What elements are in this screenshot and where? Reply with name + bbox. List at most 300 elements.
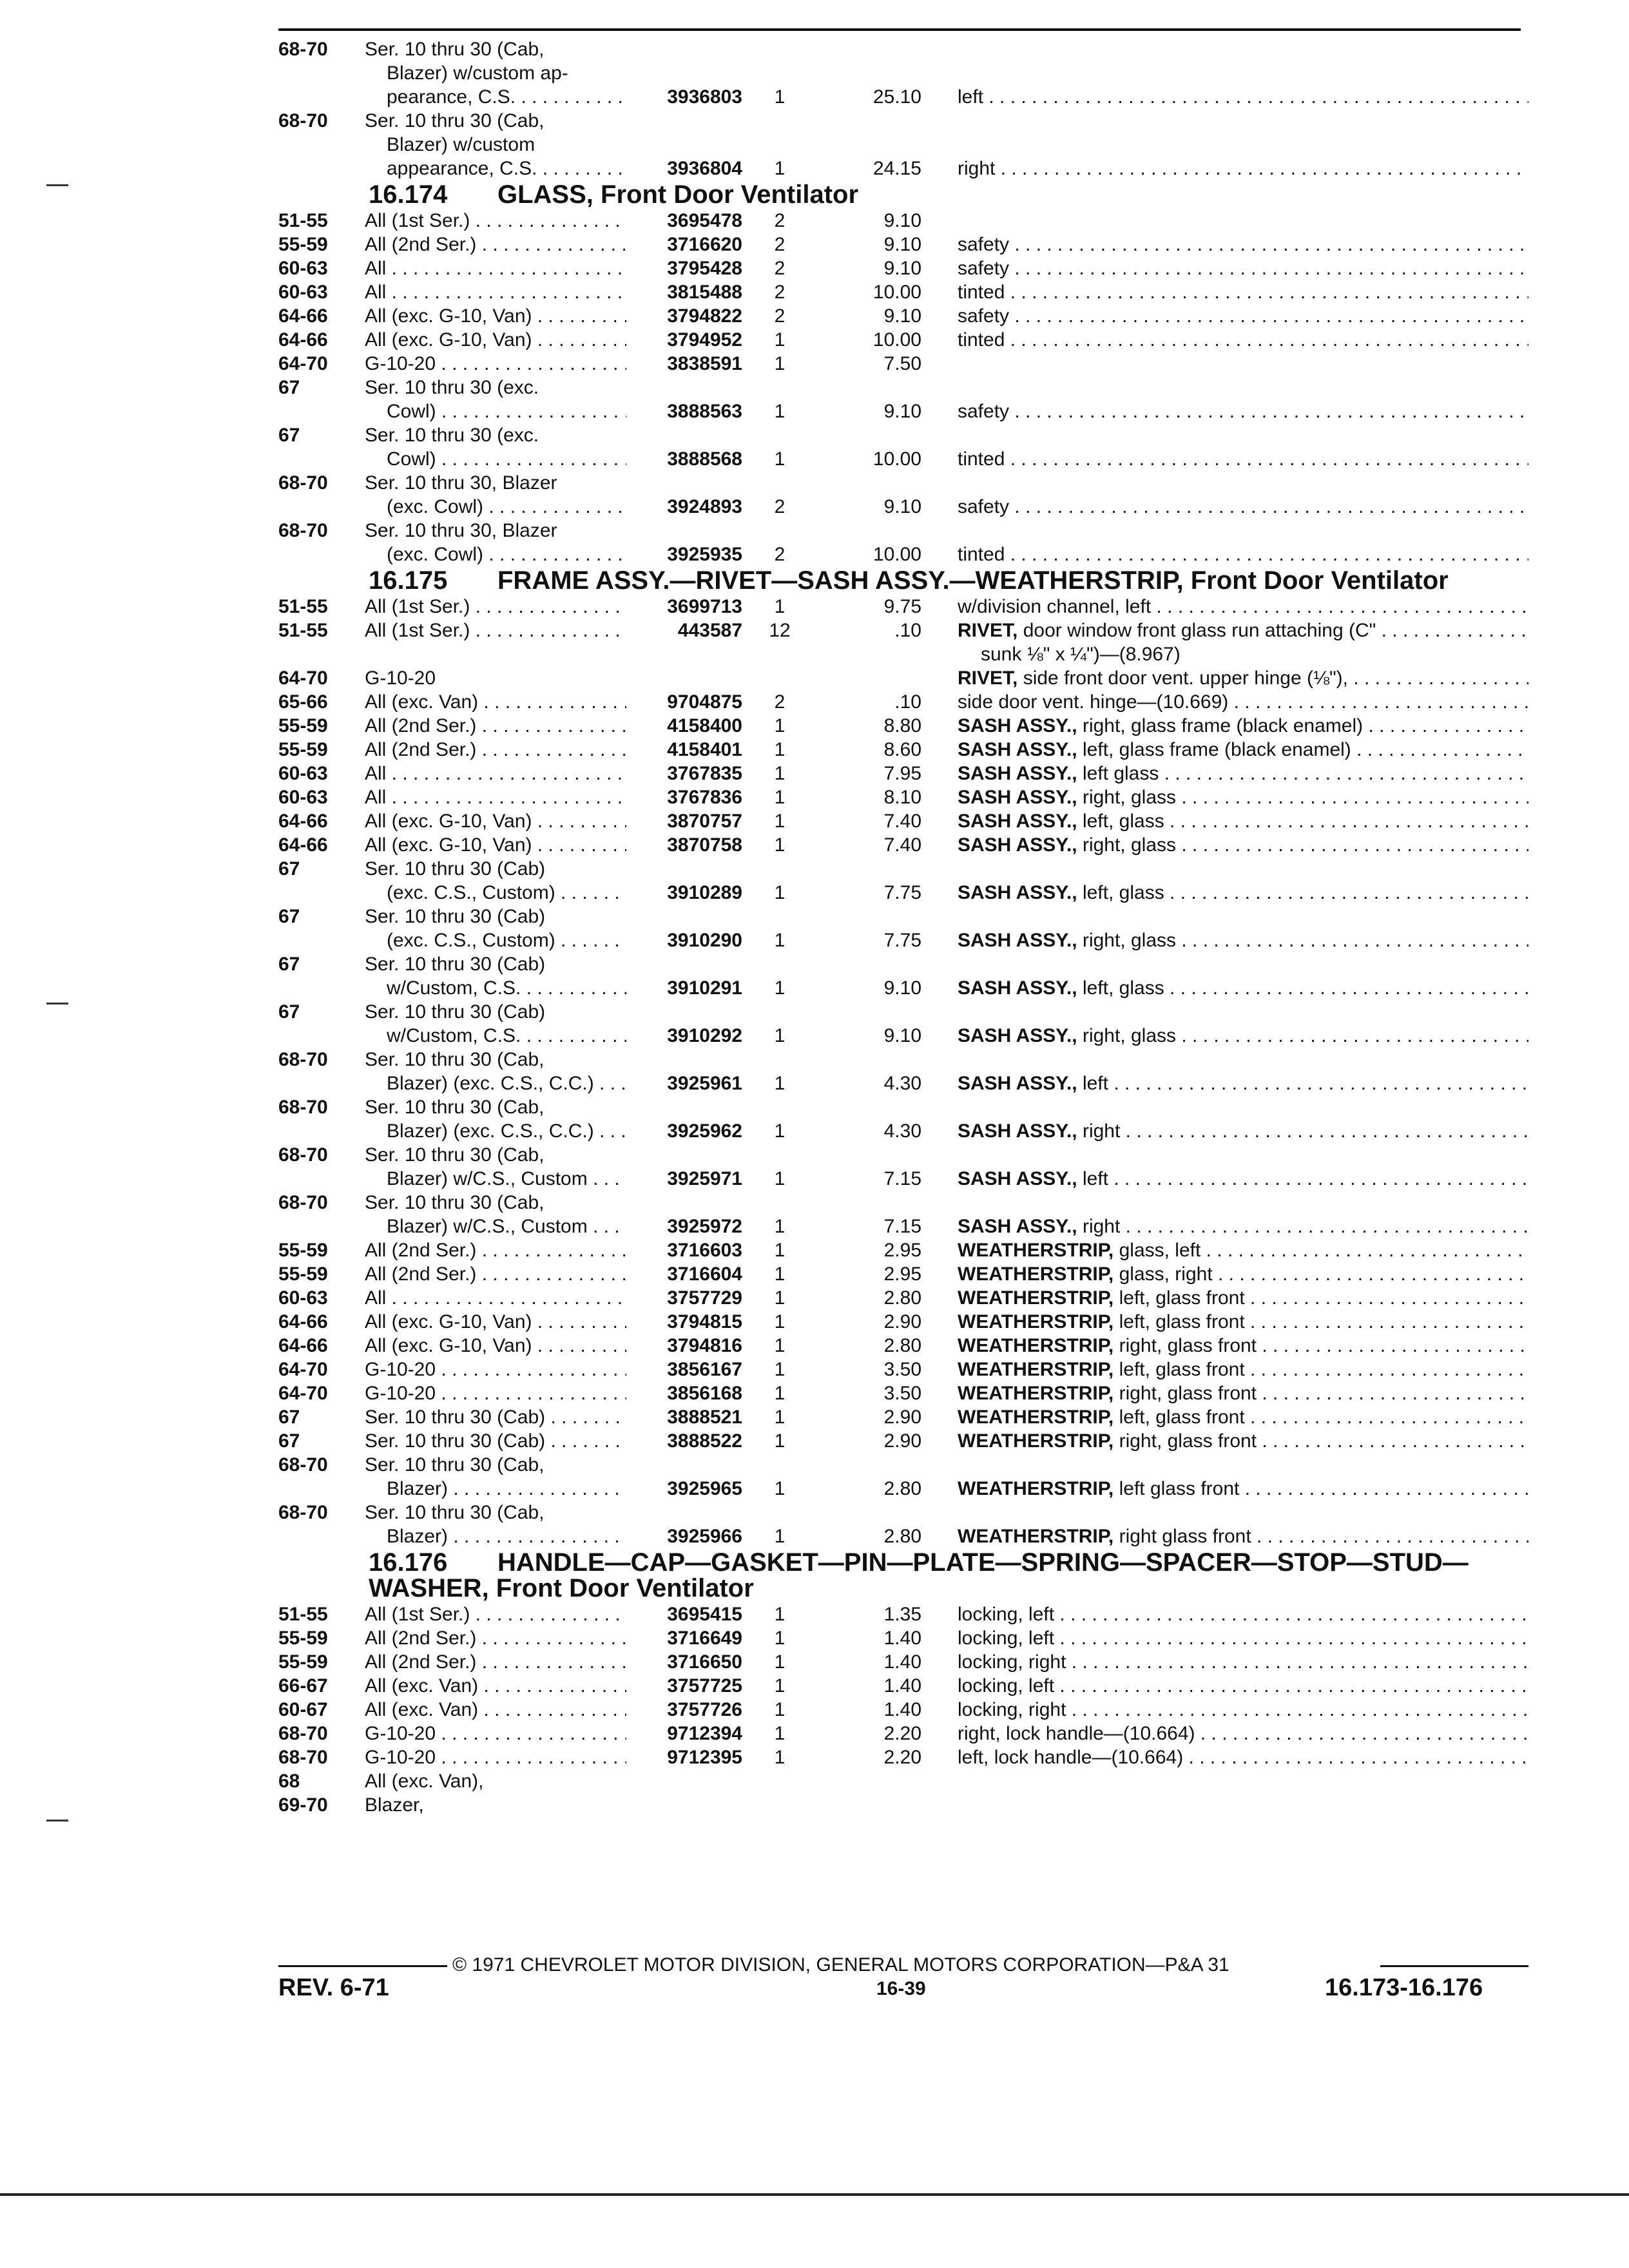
model-description: All . . . (365, 785, 626, 809)
model-year: 68-70 (278, 472, 328, 494)
part-detail: left (958, 86, 984, 108)
model-year: 67 (278, 1407, 300, 1428)
model-year: 69-70 (278, 1794, 328, 1816)
model-description: All (exc. Van), (365, 1771, 484, 1792)
part-detail: safety (958, 305, 1010, 327)
model-year: 67 (278, 425, 300, 446)
part-name: SASH ASSY., (958, 1168, 1077, 1189)
list-price: 1.40 (883, 1628, 921, 1649)
part-detail: right (958, 158, 996, 179)
part-description (958, 976, 1528, 1000)
part-detail: locking, right (958, 1651, 1066, 1673)
part-row (278, 1477, 1528, 1501)
quantity: 1 (774, 787, 786, 808)
model-description: All (1st Ser.) . . . (365, 595, 626, 619)
model-description: All (2nd Ser.) . . . (365, 714, 626, 738)
part-number: 4158401 (667, 739, 742, 760)
list-price: 10.00 (872, 448, 921, 470)
list-price: 7.75 (883, 930, 921, 951)
list-price: 9.10 (883, 496, 921, 517)
part-detail: left (1082, 1168, 1108, 1189)
model-description: All (2nd Ser.) . . . (365, 233, 626, 256)
part-row (278, 376, 1528, 399)
model-year: 64-70 (278, 353, 328, 374)
part-description (958, 157, 1528, 180)
quantity: 2 (774, 258, 786, 279)
model-year: 68-70 (278, 1144, 328, 1166)
model-description: Ser. 10 thru 30, Blazer (365, 472, 557, 494)
part-row (278, 519, 1528, 543)
margin-tick (46, 184, 68, 186)
part-description (958, 256, 1528, 280)
quantity: 1 (774, 353, 786, 374)
quantity: 1 (774, 1216, 786, 1237)
model-year: 66-67 (278, 1675, 328, 1696)
part-row (278, 1722, 1528, 1745)
part-row (278, 256, 1528, 280)
quantity: 1 (774, 1651, 786, 1673)
part-description (958, 690, 1528, 714)
quantity: 1 (774, 1240, 786, 1261)
quantity: 1 (774, 977, 786, 999)
part-row (278, 1143, 1528, 1167)
part-description (958, 619, 1528, 642)
part-row (278, 109, 1528, 133)
model-year: 60-63 (278, 787, 328, 808)
part-detail: right, glass front (1119, 1335, 1257, 1356)
part-row (278, 1626, 1528, 1650)
quantity: 2 (774, 691, 786, 713)
list-price: 8.60 (883, 739, 921, 760)
part-name: SASH ASSY., (958, 1216, 1077, 1237)
model-description: Ser. 10 thru 30 (Cab, (365, 1144, 545, 1166)
list-price: 9.10 (883, 401, 921, 422)
model-description: Ser. 10 thru 30 (Cab, (365, 39, 545, 60)
model-description: G-10-20 . . . (365, 352, 626, 376)
list-price: 3.50 (883, 1383, 921, 1404)
model-description: Cowl) . . . (387, 399, 626, 423)
section-number: 16.175 (369, 566, 448, 595)
part-detail: left (1082, 1073, 1108, 1094)
part-detail: left glass (1082, 763, 1159, 784)
part-detail: left glass front (1119, 1478, 1240, 1499)
part-row (278, 857, 1528, 881)
list-price: 9.75 (883, 596, 921, 617)
margin-tick (46, 1820, 68, 1821)
list-price: 2.90 (883, 1311, 921, 1332)
model-description: G-10-20 . . . (365, 1358, 626, 1381)
part-description (958, 280, 1528, 304)
list-price: 1.40 (883, 1699, 921, 1720)
model-description: Blazer) (exc. C.S., C.C.) . . . . (387, 1119, 626, 1143)
part-name: SASH ASSY., (958, 977, 1077, 999)
model-description: All (1st Ser.) . . . (365, 1602, 626, 1626)
part-detail: glass, right (1119, 1264, 1213, 1285)
part-name: WEATHERSTRIP, (958, 1240, 1114, 1261)
model-description: Ser. 10 thru 30 (exc. (365, 377, 539, 398)
part-number: 3925965 (667, 1478, 742, 1499)
model-year: 64-66 (278, 305, 328, 327)
quantity: 1 (774, 715, 786, 736)
list-price: 9.10 (883, 1025, 921, 1046)
model-description: Blazer) w/C.S., Custom . . . (387, 1215, 626, 1238)
part-detail: right, glass frame (black enamel) (1082, 715, 1364, 736)
part-detail: right (1082, 1216, 1121, 1237)
quantity: 1 (774, 1168, 786, 1189)
list-price: 1.35 (883, 1604, 921, 1625)
list-price: 7.40 (883, 811, 921, 832)
part-row (278, 1072, 1528, 1095)
part-row (278, 1119, 1528, 1143)
model-description: All . . . (365, 256, 626, 280)
model-description: All (2nd Ser.) . . . (365, 1238, 626, 1262)
part-row (278, 1286, 1528, 1310)
part-row (278, 642, 1528, 666)
part-number: 4158400 (667, 715, 742, 736)
part-row (278, 495, 1528, 519)
part-row (278, 1769, 1528, 1793)
part-number: 3856167 (667, 1359, 742, 1380)
list-price: 9.10 (883, 977, 921, 999)
part-row (278, 157, 1528, 180)
part-row (278, 471, 1528, 495)
model-year: 55-59 (278, 1628, 328, 1649)
part-name: SASH ASSY., (958, 1073, 1077, 1094)
model-year: 64-66 (278, 811, 328, 832)
model-year: 64-66 (278, 1311, 328, 1332)
model-year: 67 (278, 858, 300, 879)
part-number: 3716620 (667, 234, 742, 255)
part-detail: safety (958, 401, 1010, 422)
part-number: 3870758 (667, 834, 742, 856)
part-number: 3910289 (667, 882, 742, 903)
quantity: 1 (774, 1073, 786, 1094)
part-name: WEATHERSTRIP, (958, 1359, 1114, 1380)
part-row (278, 976, 1528, 1000)
part-number: 3856168 (667, 1383, 742, 1404)
list-price: 7.15 (883, 1216, 921, 1237)
part-row (278, 280, 1528, 304)
model-description: All (2nd Ser.) . . . (365, 1650, 626, 1674)
model-description: Ser. 10 thru 30 (Cab) (365, 858, 546, 879)
part-description (958, 833, 1528, 857)
section-number: 16.174 (369, 180, 448, 209)
list-price: 2.90 (883, 1407, 921, 1428)
list-price: 2.20 (883, 1747, 921, 1768)
copyright-rule-left (278, 1965, 447, 1967)
part-description (958, 595, 1528, 619)
model-year: 67 (278, 954, 300, 975)
part-row (278, 595, 1528, 619)
part-detail: right, glass front (1119, 1383, 1257, 1404)
part-description (958, 1310, 1528, 1334)
model-description: All (1st Ser.) . . . (365, 619, 626, 642)
part-description (958, 666, 1528, 690)
part-description (958, 85, 1528, 109)
part-detail: door window front glass run attaching (C" (1023, 620, 1376, 641)
model-description: Blazer) w/custom (387, 134, 535, 155)
part-number: 3870757 (667, 811, 742, 832)
part-description (958, 1381, 1528, 1405)
part-number: 3815488 (667, 282, 742, 303)
quantity: 1 (774, 1430, 786, 1452)
model-year: 68-70 (278, 1723, 328, 1744)
list-price: 7.95 (883, 763, 921, 784)
part-detail: right, glass (1082, 834, 1177, 856)
part-row (278, 1238, 1528, 1262)
part-number: 3910290 (667, 930, 742, 951)
quantity: 1 (774, 1407, 786, 1428)
list-price: 8.10 (883, 787, 921, 808)
part-number: 3925971 (667, 1168, 742, 1189)
list-price: .10 (894, 691, 921, 713)
part-description (958, 1262, 1528, 1286)
quantity: 1 (774, 401, 786, 422)
model-description: All (exc. G-10, Van) . . . (365, 1334, 626, 1358)
model-year: 68-70 (278, 1502, 328, 1523)
part-row (278, 304, 1528, 328)
list-price: 10.00 (872, 329, 921, 351)
part-description (958, 1429, 1528, 1453)
model-year: 67 (278, 1430, 300, 1452)
quantity: 12 (769, 620, 791, 641)
part-detail: left, lock handle—(10.664) (958, 1747, 1184, 1768)
list-price: 4.30 (883, 1120, 921, 1142)
part-name: SASH ASSY., (958, 1120, 1077, 1142)
model-description: All (exc. G-10, Van) . . . (365, 1310, 626, 1334)
part-name: WEATHERSTRIP, (958, 1383, 1114, 1404)
list-price: 10.00 (872, 544, 921, 565)
list-price: 24.15 (872, 158, 921, 179)
model-description: Ser. 10 thru 30 (Cab) (365, 954, 546, 975)
part-row (278, 447, 1528, 471)
model-year: 55-59 (278, 1264, 328, 1285)
part-number: 3925972 (667, 1216, 742, 1237)
list-price: 2.95 (883, 1240, 921, 1261)
part-detail: side door vent. hinge—(10.669) (958, 691, 1229, 713)
quantity: 1 (774, 882, 786, 903)
part-row (278, 85, 1528, 109)
part-row (278, 1334, 1528, 1358)
part-row (278, 714, 1528, 738)
part-description (958, 785, 1528, 809)
part-row (278, 762, 1528, 785)
list-price: 2.95 (883, 1264, 921, 1285)
part-row (278, 1262, 1528, 1286)
part-description (958, 1698, 1528, 1722)
part-detail: right, glass (1082, 787, 1177, 808)
part-name: SASH ASSY., (958, 834, 1077, 856)
part-detail: w/division channel, left (958, 596, 1152, 617)
model-description: (exc. C.S., Custom) . . . (387, 881, 626, 905)
model-description: All (2nd Ser.) . . . (365, 1262, 626, 1286)
quantity: 1 (774, 1311, 786, 1332)
part-detail: left, glass (1082, 811, 1164, 832)
part-description (958, 1745, 1528, 1769)
list-price: .10 (894, 620, 921, 641)
model-description: All (2nd Ser.) . . . (365, 1626, 626, 1650)
model-description: All (1st Ser.) . . . (365, 209, 626, 233)
part-number: 3757725 (667, 1675, 742, 1696)
model-description: Blazer) w/custom ap- (387, 62, 568, 84)
model-description: Blazer, (365, 1794, 424, 1816)
part-description (958, 233, 1528, 256)
quantity: 1 (774, 1287, 786, 1309)
part-row (278, 666, 1528, 690)
part-name: RIVET, (958, 668, 1018, 689)
list-price: 2.90 (883, 1430, 921, 1452)
part-name: SASH ASSY., (958, 930, 1077, 951)
list-price: 9.10 (883, 234, 921, 255)
part-row (278, 1429, 1528, 1453)
part-detail: right, lock handle—(10.664) (958, 1723, 1195, 1744)
part-description (958, 1215, 1528, 1238)
part-number: 3888521 (667, 1407, 742, 1428)
part-row (278, 1524, 1528, 1548)
part-number: 3910291 (667, 977, 742, 999)
part-row (278, 785, 1528, 809)
part-description (958, 1024, 1528, 1048)
part-number: 3925962 (667, 1120, 742, 1142)
part-description (958, 304, 1528, 328)
part-row (278, 37, 1528, 61)
part-number: 3716603 (667, 1240, 742, 1261)
part-detail: left, glass (1082, 882, 1164, 903)
part-name: WEATHERSTRIP, (958, 1264, 1114, 1285)
list-price: 4.30 (883, 1073, 921, 1094)
model-year: 55-59 (278, 1651, 328, 1673)
section-heading (278, 568, 1528, 593)
part-name: SASH ASSY., (958, 787, 1077, 808)
part-name: WEATHERSTRIP, (958, 1311, 1114, 1332)
part-number: 3888568 (667, 448, 742, 470)
quantity: 1 (774, 1335, 786, 1356)
part-number: 9712394 (667, 1723, 742, 1744)
list-price: 2.80 (883, 1335, 921, 1356)
part-number: 3716650 (667, 1651, 742, 1673)
quantity: 1 (774, 930, 786, 951)
model-description: Blazer) w/C.S., Custom . . . (387, 1167, 626, 1191)
model-year: 60-63 (278, 1287, 328, 1309)
part-row (278, 423, 1528, 447)
part-row (278, 352, 1528, 376)
part-detail: left, glass front (1119, 1287, 1245, 1309)
quantity: 2 (774, 305, 786, 327)
part-name: WEATHERSTRIP, (958, 1335, 1114, 1356)
part-row (278, 1167, 1528, 1191)
quantity: 1 (774, 1264, 786, 1285)
model-year: 68-70 (278, 520, 328, 541)
part-row (278, 399, 1528, 423)
list-price: 2.80 (883, 1526, 921, 1547)
part-name: SASH ASSY., (958, 763, 1077, 784)
model-description: All (exc. Van) . . . (365, 1674, 626, 1698)
part-name: WEATHERSTRIP, (958, 1478, 1114, 1499)
part-description (958, 1072, 1528, 1095)
part-number: 3888522 (667, 1430, 742, 1452)
part-description (958, 738, 1528, 762)
list-price: 2.20 (883, 1723, 921, 1744)
model-description: Ser. 10 thru 30 (exc. (365, 425, 539, 446)
part-description (958, 543, 1528, 566)
part-row (278, 233, 1528, 256)
top-rule (278, 28, 1521, 31)
part-detail: left, glass front (1119, 1311, 1245, 1332)
part-row (278, 1048, 1528, 1072)
part-number: 3794815 (667, 1311, 742, 1332)
model-description: All (exc. G-10, Van) . . . (365, 833, 626, 857)
part-number: 3888563 (667, 401, 742, 422)
copyright-rule-right (1380, 1965, 1528, 1967)
model-description: G-10-20 . . . (365, 1722, 626, 1745)
part-number: 3695478 (667, 210, 742, 231)
part-description (958, 1722, 1528, 1745)
part-name: WEATHERSTRIP, (958, 1287, 1114, 1309)
part-row (278, 1501, 1528, 1524)
list-price: 3.50 (883, 1359, 921, 1380)
part-number: 3699713 (667, 596, 742, 617)
quantity: 2 (774, 234, 786, 255)
model-year: 55-59 (278, 715, 328, 736)
part-row (278, 738, 1528, 762)
quantity: 2 (774, 282, 786, 303)
margin-tick (46, 1003, 68, 1004)
part-description (958, 1524, 1528, 1548)
part-row (278, 881, 1528, 905)
part-number: 3767836 (667, 787, 742, 808)
model-year: 60-63 (278, 763, 328, 784)
model-year: 60-63 (278, 258, 328, 279)
part-name: WEATHERSTRIP, (958, 1526, 1114, 1547)
quantity: 1 (774, 1025, 786, 1046)
part-number: 3716649 (667, 1628, 742, 1649)
model-year: 68-70 (278, 1049, 328, 1070)
list-price: 9.10 (883, 210, 921, 231)
model-year: 67 (278, 377, 300, 398)
quantity: 1 (774, 86, 786, 108)
quantity: 1 (774, 1526, 786, 1547)
quantity: 1 (774, 1747, 786, 1768)
model-year: 68-70 (278, 110, 328, 131)
model-year: 51-55 (278, 1604, 328, 1625)
model-description: Ser. 10 thru 30 (Cab, (365, 110, 545, 131)
part-row (278, 1215, 1528, 1238)
part-name: SASH ASSY., (958, 882, 1077, 903)
model-year: 64-70 (278, 1383, 328, 1404)
model-description: Ser. 10 thru 30 (Cab, (365, 1454, 545, 1475)
model-description: G-10-20 . . . (365, 1381, 626, 1405)
part-row (278, 928, 1528, 952)
quantity: 1 (774, 158, 786, 179)
model-year: 55-59 (278, 1240, 328, 1261)
model-year: 51-55 (278, 596, 328, 617)
list-price: 9.10 (883, 305, 921, 327)
part-description (958, 328, 1528, 352)
model-year: 64-66 (278, 834, 328, 856)
model-year: 68-70 (278, 1747, 328, 1768)
model-year: 64-66 (278, 329, 328, 351)
part-detail: left, glass front (1119, 1359, 1245, 1380)
quantity: 2 (774, 544, 786, 565)
quantity: 1 (774, 1120, 786, 1142)
part-row (278, 1453, 1528, 1477)
part-number: 3794952 (667, 329, 742, 351)
part-number: 3936803 (667, 86, 742, 108)
part-description (958, 928, 1528, 952)
part-number: 3925935 (667, 544, 742, 565)
quantity: 2 (774, 496, 786, 517)
model-description: Ser. 10 thru 30, Blazer (365, 520, 557, 541)
